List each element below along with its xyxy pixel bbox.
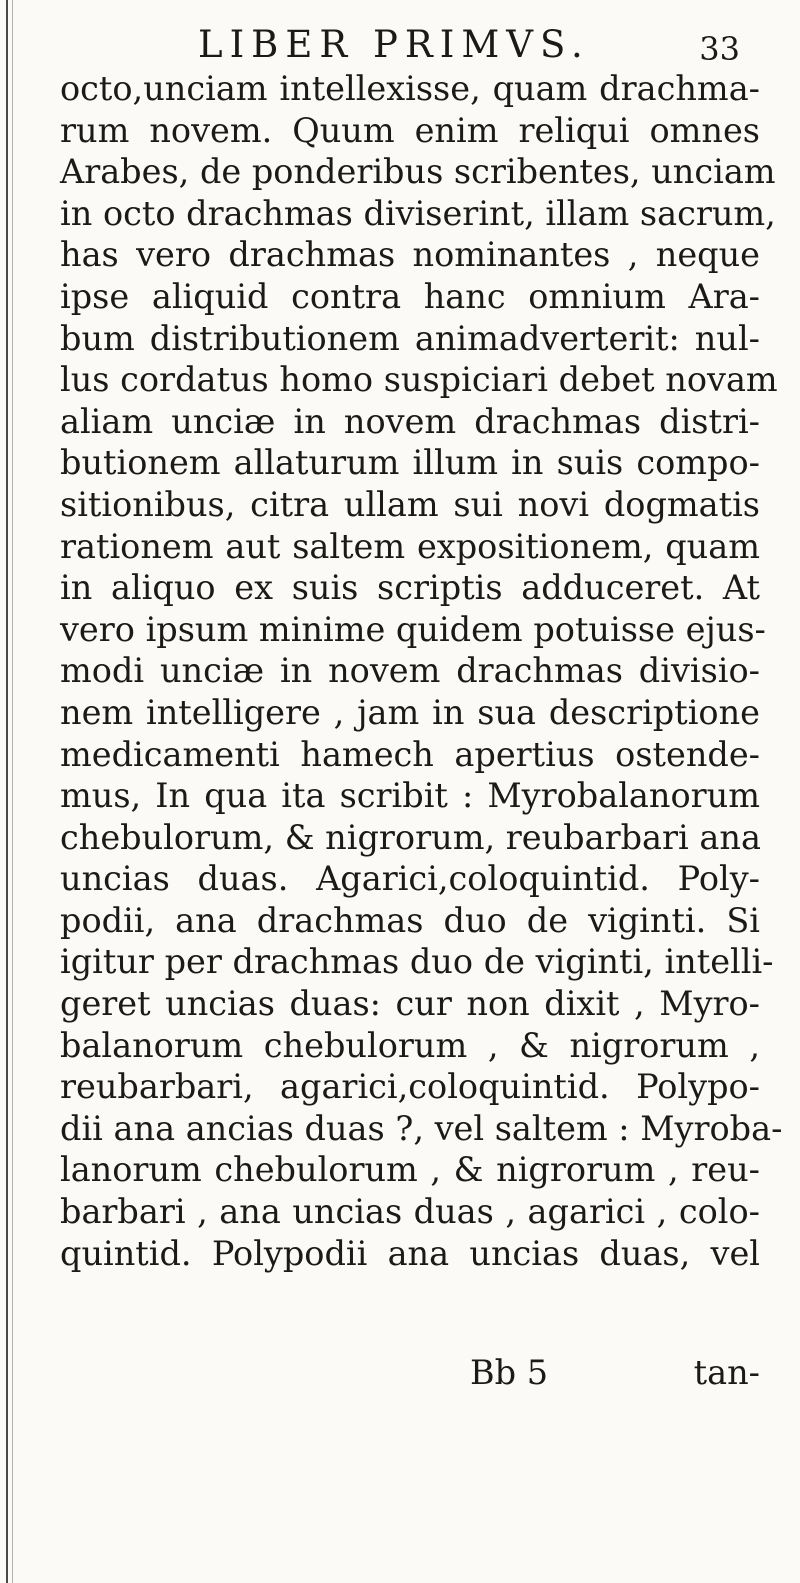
text-line: barbari , ana uncias duas , agarici , colo-: [60, 1192, 760, 1232]
page-number: 33: [699, 30, 740, 68]
catchword: tan-: [693, 1353, 760, 1392]
text-line: nem intelligere , jam in sua descriptione: [60, 692, 760, 732]
signature-mark: Bb 5: [470, 1353, 549, 1392]
text-line: chebulorum, & nigrorum, reubarbari ana: [60, 817, 761, 857]
running-head-title: LIBER PRIMVS.: [198, 23, 590, 66]
text-line: balanorum chebulorum , & nigrorum ,: [60, 1025, 760, 1065]
text-line: bum distributionem animadverterit: nul-: [60, 318, 760, 358]
text-line: rationem aut saltem expositionem, quam: [60, 526, 760, 566]
gutter-shadow: [12, 0, 13, 1583]
text-line: sitionibus, citra ullam sui novi dogmatis: [60, 484, 760, 524]
text-line: has vero drachmas nominantes , neque: [60, 235, 760, 275]
page-footer: [60, 1352, 760, 1394]
text-line: vero ipsum minime quidem potuisse ejus-: [60, 609, 766, 649]
text-line: Arabes, de ponderibus scribentes, unciam: [60, 152, 776, 192]
text-line: medicamenti hamech apertius ostende-: [60, 734, 760, 774]
body-text: [60, 68, 783, 1274]
gutter-edge: [6, 0, 8, 1583]
text-line: in octo drachmas diviserint, illam sacrum,: [60, 193, 776, 233]
text-line: dii ana ancias duas ?, vel saltem : Myroba-: [60, 1108, 783, 1148]
text-line: uncias duas. Agarici,coloquintid. Poly-: [60, 859, 760, 899]
text-line: mus, In qua ita scribit : Myrobalanorum: [60, 776, 760, 816]
text-line: igitur per drachmas duo de viginti, intelli-: [60, 942, 774, 982]
text-line: geret uncias duas: cur non dixit , Myro-: [60, 984, 760, 1024]
text-line: lanorum chebulorum , & nigrorum , reu-: [60, 1150, 760, 1190]
text-line: in aliquo ex suis scriptis adduceret. At: [60, 568, 760, 608]
text-line: rum novem. Quum enim reliqui omnes: [60, 110, 760, 150]
text-line: podii, ana drachmas duo de viginti. Si: [60, 900, 760, 940]
text-line: ipse aliquid contra hanc omnium Ara-: [60, 276, 760, 316]
text-line: modi unciæ in novem drachmas divisio-: [60, 651, 760, 691]
text-line: lus cordatus homo suspiciari debet novam: [60, 360, 778, 400]
text-line: reubarbari, agarici,coloquintid. Polypo-: [60, 1067, 760, 1107]
text-line: octo,unciam intellexisse, quam drachma-: [60, 69, 760, 108]
text-line: aliam unciæ in novem drachmas distri-: [60, 401, 760, 441]
text-line: butionem allaturum illum in suis compo-: [60, 443, 760, 483]
text-line: quintid. Polypodii ana uncias duas, vel: [60, 1233, 760, 1273]
running-head: [60, 22, 740, 68]
